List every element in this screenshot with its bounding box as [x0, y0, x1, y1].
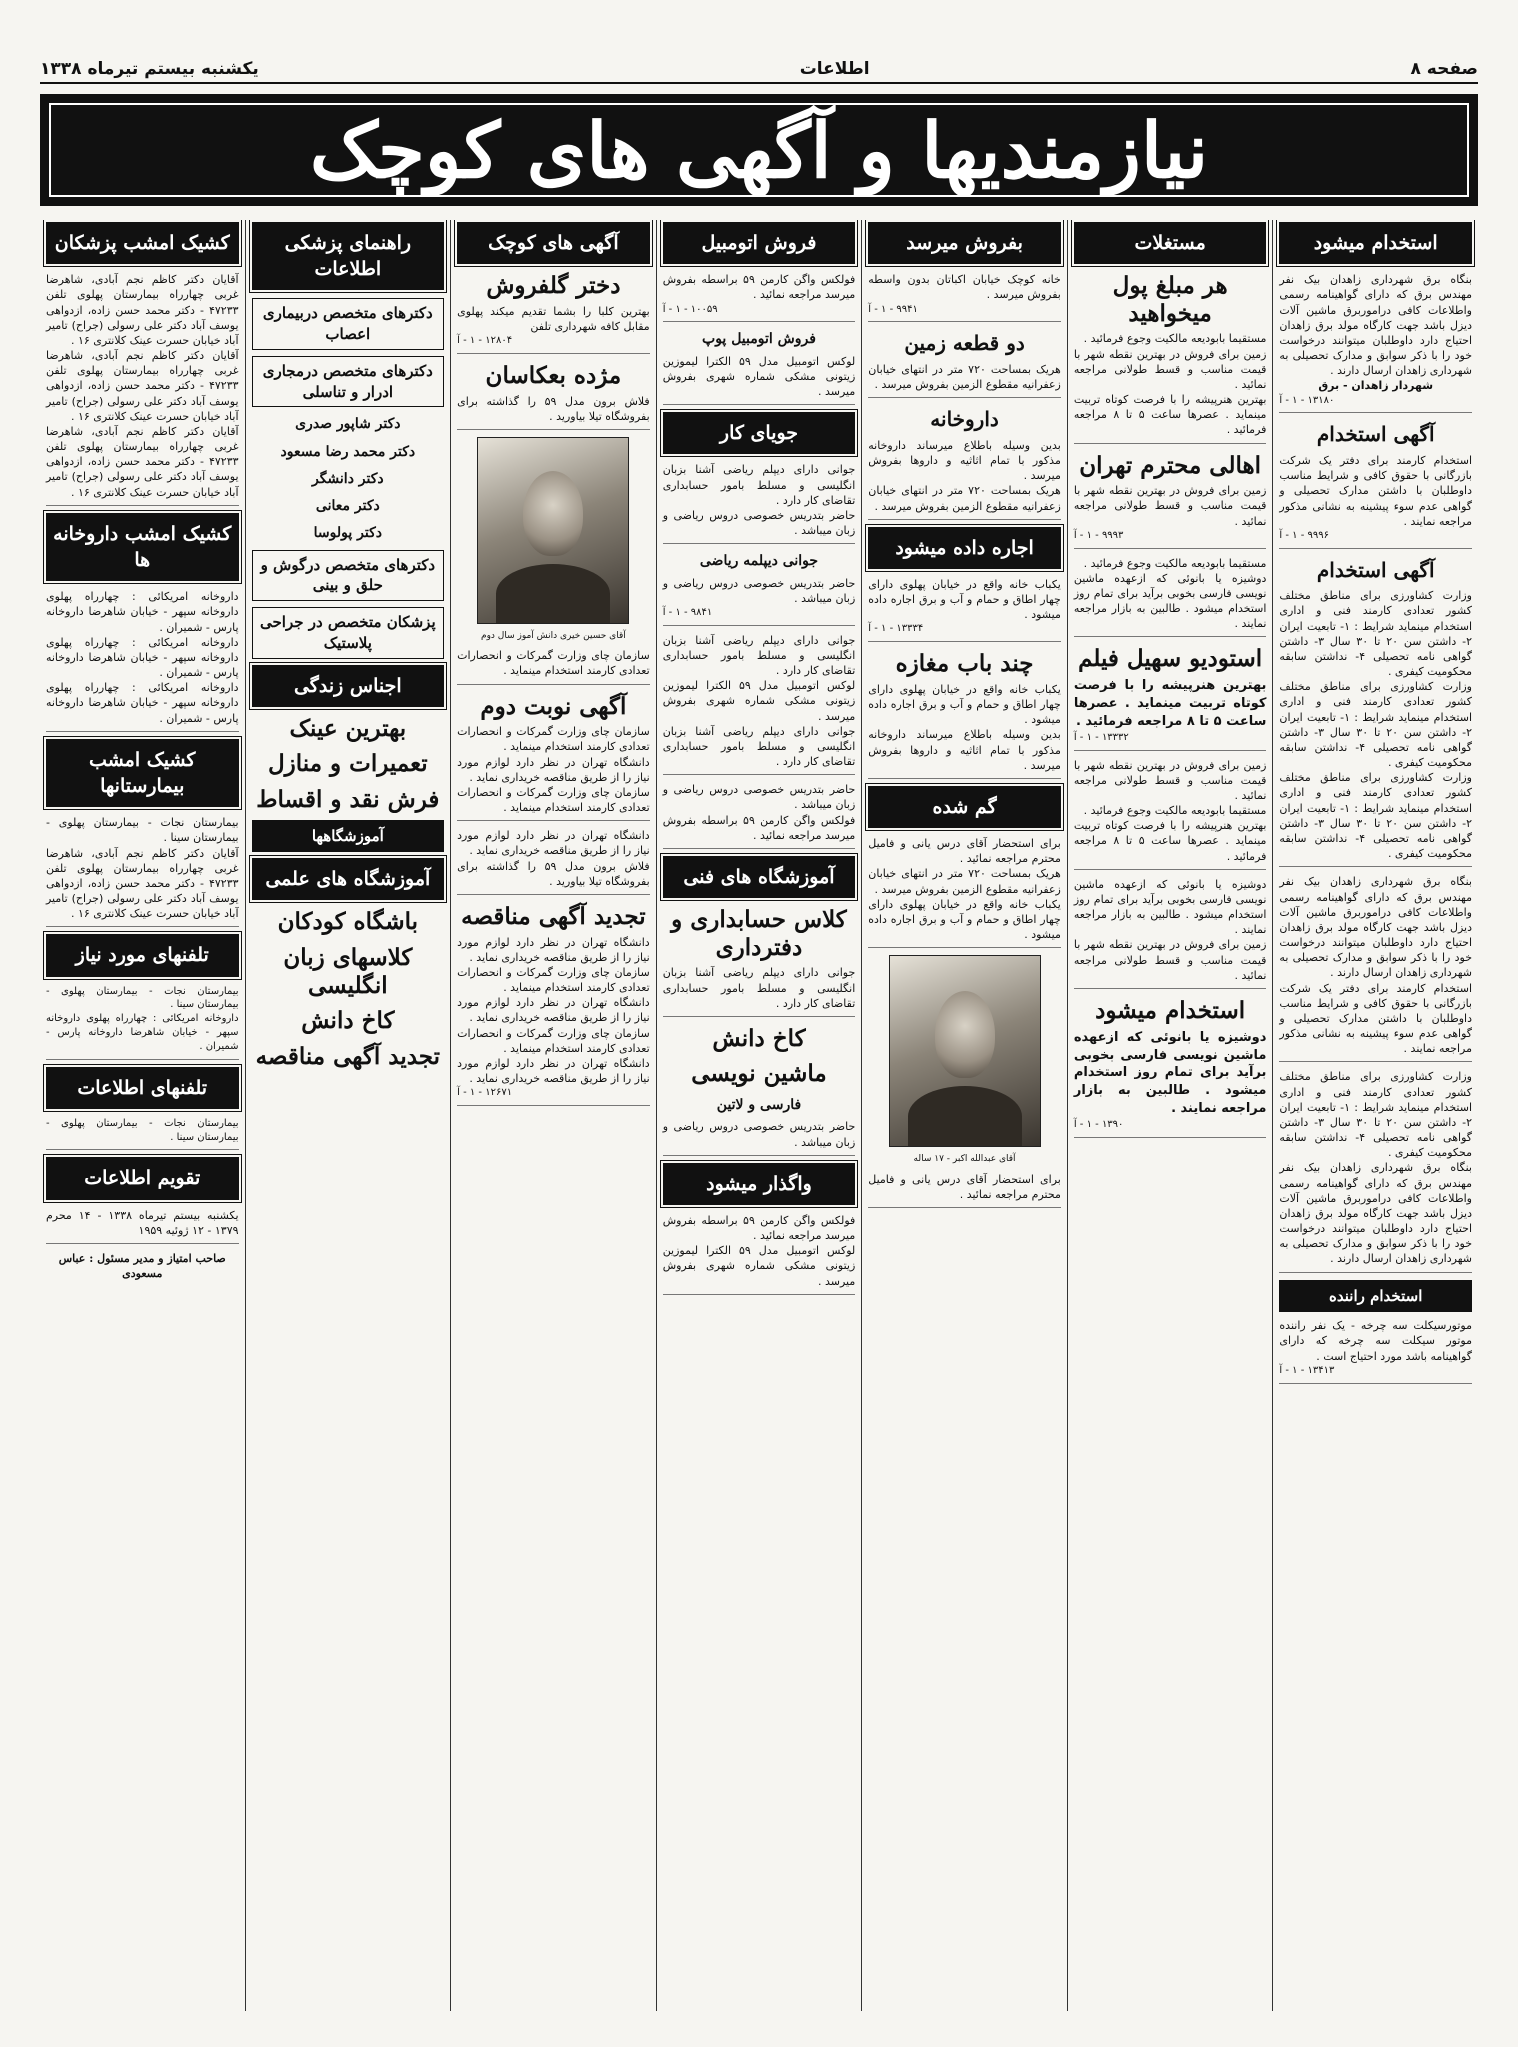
section-header-for-sale: بفروش میرسد [868, 222, 1061, 264]
ad-text: بنگاه برق شهرداری زاهدان بیک نفر مهندس برق که دارای گواهینامه رسمی واطلاعات کافی دراموربرق ماشین آلات دیزل باشد جهت کارگاه مولد برق زاهدان احتیاج دارد داوطلبان میتوانند درخواست خود را با ذکر سوابق و مدارک تحصیلی به شهرداری زاهدان ارسال دارند . [1279, 273, 1472, 378]
portrait-shoulders [496, 564, 610, 623]
classifieds-banner [40, 94, 1478, 206]
section-header-living-goods: اجناس زندگی [252, 665, 445, 707]
ad-item [46, 589, 239, 732]
ad-text: بیمارستان نجات - بیمارستان پهلوی - بیمارستان سینا . [45, 985, 239, 1011]
ad-code: ۹۹۴۱ - ۱ - آ [868, 303, 918, 315]
section-header-medical-guide: راهنمای پزشکی اطلاعات [252, 222, 445, 290]
ad-title: کاخ دانش [301, 1007, 395, 1035]
ad-item [46, 985, 239, 1060]
ad-item [457, 648, 650, 684]
ad-text: مستقیما بابودیعه مالکیت وجوع فرمائید . [1083, 332, 1267, 346]
ad-code: ۱۲۶۷۱ - ۱ - آ [457, 1087, 513, 1099]
section-header-academic-schools: آموزشگاه های علمی [252, 858, 445, 900]
ad-item [1279, 1318, 1472, 1383]
column-for-sale [861, 220, 1067, 2011]
ad-text: دانشگاه تهران در نظر دارد لوازم مورد نیاز را از طریق مناقصه خریداری نماید . [457, 935, 650, 964]
ad-item [457, 935, 650, 1107]
ad-item [46, 272, 239, 506]
column-cars [656, 220, 862, 2011]
ad-title: آگهی استخدام [1316, 422, 1435, 447]
ad-item [46, 1208, 239, 1244]
issue-date: یکشنبه بیستم تیرماه ۱۳۳۸ [40, 59, 259, 79]
ad-text: بهترین کلبا را بشما تقدیم میکند پهلوی مقابل کافه شهرداری تلفن [457, 304, 650, 333]
ad-title: داروخانه [930, 407, 999, 432]
ad-title: ماشین نویسی [691, 1060, 827, 1088]
ad-item [663, 576, 856, 626]
ad-item [868, 1172, 1061, 1208]
ad-text: داروخانه امریکائی : چهارراه پهلوی داروخانه سپهر - خیابان شاهرضا داروخانه پارس - شمیران . [45, 590, 239, 634]
publisher-text: صاحب امتیاز و مدیر مسئول : عباس مسعودی [58, 1252, 226, 1281]
ad-code: ۹۸۴۱ - ۱ - آ [662, 606, 713, 618]
ad-text: آقایان دکتر کاظم نجم آبادی، شاهرضا غربی چهارراه بیمارستان پهلوی تلفن ۴۷۲۳۳ - دکتر محمد حسن زاده، ازدواهی یوسف آباد دکتر علی رسولی (جراح) تامیر آباد خیابان حسرت عینک کلانتری ۱۶ . [45, 846, 239, 921]
ad-title: فارسی و لاتین [716, 1097, 802, 1114]
ad-text: زمین برای فروش در بهترین نقطه شهر با قیمت مناسب و قسط طولانی مراجعه نمائید . [1073, 347, 1267, 391]
ad-code: ۱۳۳۳۴ - ۱ - آ [868, 623, 924, 635]
ad-title: جوانی دیپلمه ریاضی [699, 553, 819, 570]
ad-text: لوکس اتومبیل مدل ۵۹ الکترا لیموزین زیتونی مشکی شماره شهری بفروش میرسد . [662, 1244, 856, 1288]
ad-code: ۹۹۹۳ - ۱ - آ [1073, 529, 1124, 541]
ad-text: دوشیزه یا بانوئی که ازعهده ماشین نویسی فارسی بخوبی برآید برای تمام روز استخدام میشود . طالبین به بازار مراجعه نمایند . [1073, 1029, 1267, 1117]
calendar-text: یکشنبه بیستم تیرماه ۱۳۳۸ - ۱۴ محرم ۱۳۷۹ - ۱۲ ژوئیه ۱۹۵۹ [45, 1208, 239, 1237]
ad-text: دوشیزه یا بانوئی که ازعهده ماشین نویسی فارسی بخوبی برآید برای تمام روز استخدام میشود . طالبین به بازار مراجعه نمایند . [1073, 877, 1267, 937]
ad-item [457, 394, 650, 430]
section-header-job-seekers: جویای کار [663, 412, 856, 454]
section-header-technical-schools: آموزشگاه های فنی [663, 856, 856, 898]
ad-item [1279, 874, 1472, 1062]
ad-item [868, 272, 1061, 322]
top-bar [40, 56, 1478, 84]
ad-item [663, 782, 856, 849]
ad-text: بهترین هنرپیشه را با فرصت کوتاه تربیت مینماید . عصرها ساعت ۵ تا ۸ مراجعه فرمائید . [1073, 677, 1267, 729]
ad-item [663, 1213, 856, 1295]
ad-text: وزارت کشاورزی برای مناطق مختلف کشور تعدادی کارمند فنی و اداری استخدام مینماید شرایط : ۱- تابعیت ایران ۲- داشتن سن ۲۰ تا ۳۰ سال ۳- داشتن گواهی نامه تحصیلی ۴- نداشتن سابقه محکومیت کیفری . [1279, 771, 1473, 861]
ad-text: فولکس واگن کارمن ۵۹ براسطه بفروش میرسد مراجعه نمائید . [662, 273, 856, 302]
section-header-for-rent: اجاره داده میشود [868, 527, 1061, 569]
ad-title: آگهی نوبت دوم [480, 692, 627, 720]
ad-signature: شهردار زاهدان - برق [1318, 379, 1434, 393]
ad-code: ۱۳۹۰ - ۱ - آ [1073, 1119, 1124, 1131]
ad-text: سازمان چای وزارت گمرکات و انحصارات تعدادی کارمند استخدام مینماید . [457, 725, 650, 754]
section-header-employment: استخدام میشود [1279, 222, 1472, 264]
section-header-ettelaat-phones: تلفنهای اطلاعات [46, 1067, 239, 1109]
ad-item [1074, 483, 1267, 548]
ad-title: تجدید آگهی مناقصه [461, 902, 646, 930]
ad-text: برای استحضار آقای درس یانی و فامیل محترم مراجعه نمائید . [868, 1172, 1061, 1201]
column-medical-guide [245, 220, 451, 2011]
ad-item [868, 836, 1061, 948]
ad-text: یکباب خانه واقع در خیابان پهلوی دارای چهار اطاق و حمام و آب و برق اجاره داده میشود . [868, 682, 1061, 727]
section-header-on-call-doctors: کشیک امشب پزشکان [46, 222, 239, 264]
ad-text: دانشگاه تهران در نظر دارد لوازم مورد نیاز را از طریق مناقصه خریداری نماید . [457, 755, 650, 784]
ad-text: بدین وسیله باطلاع میرساند داروخانه مذکور با تمام اثاثیه و داروها بفروش میرسد . [868, 438, 1061, 483]
section-header-on-call-hospitals: کشیک امشب بیمارستانها [46, 739, 239, 807]
ad-item [1279, 588, 1472, 867]
column-real-estate [1067, 220, 1273, 2011]
ad-title: دکتر پولوسا [313, 525, 382, 542]
ad-text: حاضر بتدریس خصوصی دروس ریاضی و زبان میباشد . [662, 576, 856, 605]
ad-text: یکباب خانه واقع در خیابان پهلوی دارای چهار اطاق و حمام و آب و برق اجاره داده میشود . [868, 577, 1061, 622]
ad-title-strip: استخدام راننده [1279, 1280, 1472, 1313]
ad-code: ۱۳۳۳۲ - ۱ - آ [1073, 731, 1129, 743]
ad-item [868, 438, 1061, 520]
ad-text: بهترین هنرپیشه را با فرصت کوتاه تربیت مینماید . عصرها ساعت ۵ تا ۸ مراجعه فرمائید . [1073, 819, 1267, 863]
ad-title: باشگاه کودکان [277, 908, 418, 936]
ad-text: جوانی دارای دیپلم ریاضی آشنا بزبان انگلیسی و مسلط بامور حسابداری تقاضای کار دارد . [662, 966, 856, 1010]
paper-name: اطلاعات [799, 59, 870, 79]
section-header-useful-phones: تلفنهای مورد نیاز [46, 934, 239, 976]
ad-text: هریک بمساحت ۷۲۰ متر در انتهای خیابان زعفرانیه مقطوع الزمین بفروش میرسد . [868, 867, 1061, 896]
ad-title: آگهی استخدام [1316, 557, 1435, 582]
ad-text: استخدام کارمند برای دفتر یک شرکت بازرگانی با حقوق کافی و شرایط مناسب داوطلبان با داشتن مدارک تحصیلی و گواهی عدم سوء پیشینه به نشانی مذکور مراجعه نمایند . [1279, 981, 1472, 1056]
section-header-calendar: تقویم اطلاعات [46, 1157, 239, 1199]
column-employment [1272, 220, 1478, 2011]
ad-item [663, 272, 856, 322]
portrait-photo [477, 437, 629, 624]
ad-text: لوکس اتومبیل مدل ۵۹ الکترا لیموزین زیتونی مشکی شماره شهری بفروش میرسد . [662, 679, 856, 723]
ad-item [1279, 272, 1472, 413]
ad-text: هریک بمساحت ۷۲۰ متر در انتهای خیابان زعفرانیه مقطوع الزمین بفروش میرسد . [868, 484, 1061, 513]
ad-text: مستقیما بابودیعه مالکیت وجوع فرمائید . [1083, 556, 1267, 570]
ad-text: دانشگاه تهران در نظر دارد لوازم مورد نیاز را از طریق مناقصه خریداری نماید . [457, 829, 650, 858]
ad-text: استخدام کارمند برای دفتر یک شرکت بازرگانی با حقوق کافی و شرایط مناسب داوطلبان با داشتن مدارک تحصیلی و گواهی عدم سوء پیشینه به نشانی مذکور مراجعه نمایند . [1279, 453, 1472, 528]
ad-text: وزارت کشاورزی برای مناطق مختلف کشور تعدادی کارمند فنی و اداری استخدام مینماید شرایط : ۱- تابعیت ایران ۲- داشتن سن ۲۰ تا ۳۰ سال ۳- داشتن گواهی نامه تحصیلی ۴- نداشتن سابقه محکومیت کیفری . [1279, 589, 1473, 679]
ad-text: مستقیما بابودیعه مالکیت وجوع فرمائید . [1083, 804, 1267, 818]
column-small-ads [450, 220, 656, 2011]
ad-code: ۱۲۸۰۴ - ۱ - آ [457, 335, 513, 347]
portrait-face [523, 471, 583, 556]
ad-text: آقایان دکتر کاظم نجم آبادی، شاهرضا غربی چهارراه بیمارستان پهلوی تلفن ۴۷۲۳۳ - دکتر محمد حسن زاده، ازدواهی یوسف آباد دکتر علی رسولی (جراح) تامیر آباد خیابان حسرت عینک کلانتری ۱۶ . [45, 273, 239, 347]
ad-text: زمین برای فروش در بهترین نقطه شهر با قیمت مناسب و قسط طولانی مراجعه نمائید . [1073, 484, 1267, 528]
ad-text: بنگاه برق شهرداری زاهدان بیک نفر مهندس برق که دارای گواهینامه رسمی واطلاعات کافی دراموربرق ماشین آلات دیزل باشد جهت کارگاه مولد برق زاهدان احتیاج دارد داوطلبان میتوانند درخواست خود را با ذکر سوابق و مدارک تحصیلی به شهرداری زاهدان ارسال دارند . [1279, 875, 1472, 980]
column-on-call [40, 220, 245, 2011]
ad-title: دختر گلفروش [486, 272, 621, 300]
ad-text: یکباب خانه واقع در خیابان پهلوی دارای چهار اطاق و حمام و آب و برق اجاره داده میشود . [868, 897, 1061, 942]
ad-title: استخدام میشود [1095, 996, 1246, 1024]
ad-text: بهترین هنرپیشه را با فرصت کوتاه تربیت مینماید . عصرها ساعت ۵ تا ۸ مراجعه فرمائید . [1073, 393, 1267, 437]
publisher-line [46, 1251, 239, 1286]
ad-title: دکتر معانی [315, 498, 380, 515]
ad-item [46, 1117, 239, 1151]
ad-title: کلاس حسابداری و دفترداری [671, 906, 847, 961]
section-header-lost: گم شده [868, 786, 1061, 828]
ad-text: حاضر بتدریس خصوصی دروس ریاضی و زبان میباشد . [662, 783, 856, 812]
ad-title: دکتر شاپور صدری [295, 416, 401, 433]
ad-item [1074, 677, 1267, 751]
ad-text: لوکس اتومبیل مدل ۵۹ الکترا لیموزین زیتونی مشکی شماره شهری بفروش میرسد . [662, 354, 856, 399]
ad-title: کاخ دانش [712, 1024, 806, 1052]
ad-text: بدین وسیله باطلاع میرساند داروخانه مذکور با تمام اثاثیه و داروها بفروش میرسد . [868, 728, 1061, 772]
ad-title: استودیو سهیل فیلم [1078, 645, 1263, 673]
ad-title: دو قطعه زمین [904, 331, 1025, 356]
banner-title: نیازمندیها و آگهی های کوچک [309, 105, 1209, 195]
ad-title: بهترین عینک [289, 714, 407, 742]
page-number: صفحه ۸ [1410, 59, 1478, 79]
ad-text: هریک بمساحت ۷۲۰ متر در انتهای خیابان زعفرانیه مقطوع الزمین بفروش میرسد . [868, 362, 1061, 392]
portrait-face [935, 991, 995, 1078]
portrait-shoulders [908, 1086, 1022, 1147]
photo-caption: آقای حسین خیری دانش آموز سال دوم [481, 630, 626, 641]
ad-text: سازمان چای وزارت گمرکات و انحصارات تعدادی کارمند استخدام مینماید . [457, 649, 650, 678]
ad-text: بیمارستان نجات - بیمارستان پهلوی - بیمارستان سینا . [45, 816, 239, 845]
ad-title: هر مبلغ پول میخواهید [1112, 272, 1228, 327]
ad-item [868, 362, 1061, 398]
ad-text: زمین برای فروش در بهترین نقطه شهر با قیمت مناسب و قسط طولانی مراجعه نمائید . [1073, 758, 1267, 802]
ad-text: سازمان چای وزارت گمرکات و انحصارات تعدادی کارمند استخدام مینماید . [457, 1026, 650, 1055]
ad-item [457, 304, 650, 354]
ad-text: جوانی دارای دیپلم ریاضی آشنا بزبان انگلیسی و مسلط بامور حسابداری تقاضای کار دارد . [662, 633, 856, 678]
ad-text: فولکس واگن کارمن ۵۹ براسطه بفروش میرسد مراجعه نمائید . [662, 813, 856, 842]
ad-text: آقایان دکتر کاظم نجم آبادی، شاهرضا غربی چهارراه بیمارستان پهلوی تلفن ۴۷۲۳۳ - دکتر محمد حسن زاده، ازدواهی یوسف آباد دکتر علی رسولی (جراح) تامیر آباد خیابان حسرت عینک کلانتری ۱۶ . [45, 424, 239, 499]
ad-item [1279, 453, 1472, 549]
ad-code: ۱۳۴۱۳ - ۱ - آ [1279, 1364, 1335, 1376]
ad-text: خانه کوچک خیابان اکباتان بدون واسطه بفروش میرسد . [868, 273, 1061, 302]
ad-title: تعمیرات و منازل [267, 750, 428, 778]
ad-title: دکتر محمد رضا مسعود [280, 443, 416, 460]
ad-item [663, 354, 856, 406]
ad-text: حاضر بتدریس خصوصی دروس ریاضی و زبان میباشد . [662, 508, 856, 538]
ad-text: دانشگاه تهران در نظر دارد لوازم مورد نیاز را از طریق مناقصه خریداری نماید . [457, 996, 650, 1025]
ad-title: دکتر دانشگر [311, 470, 384, 487]
ad-item [663, 462, 856, 544]
ad-item [663, 965, 856, 1017]
ad-title: چند باب مغازه [895, 650, 1034, 678]
photo-caption: آقای عبدالله اکبر - ۱۷ ساله [913, 1154, 1016, 1165]
ad-item [868, 682, 1061, 779]
ad-text: داروخانه امریکائی : چهارراه پهلوی داروخانه سپهر - خیابان شاهرضا داروخانه پارس - شمیران . [45, 681, 239, 725]
ad-title-strip: آموزشگاهها [252, 820, 445, 853]
ad-text: وزارت کشاورزی برای مناطق مختلف کشور تعدادی کارمند فنی و اداری استخدام مینماید شرایط : ۱- تابعیت ایران ۲- داشتن سن ۲۰ تا ۳۰ سال ۳- داشتن گواهی نامه تحصیلی ۴- نداشتن سابقه محکومیت کیفری . [1279, 1070, 1473, 1160]
ad-text: جوانی دارای دیپلم ریاضی آشنا بزبان انگلیسی و مسلط بامور حسابداری تقاضای کار دارد . [662, 463, 856, 507]
ad-code: ۱۳۱۸۰ - ۱ - آ [1279, 394, 1335, 406]
ad-title-box: دکترهای متخصص دربیماری اعصاب [252, 298, 445, 349]
ad-item [663, 633, 856, 776]
ad-text: سازمان چای وزارت گمرکات و انحصارات تعدادی کارمند استخدام مینماید . [457, 965, 650, 995]
section-header-cars: فروش اتومبیل [663, 222, 856, 264]
ad-text: وزارت کشاورزی برای مناطق مختلف کشور تعدادی کارمند فنی و اداری استخدام مینماید شرایط : ۱- تابعیت ایران ۲- داشتن سن ۲۰ تا ۳۰ سال ۳- داشتن گواهی نامه تحصیلی ۴- نداشتن سابقه محکومیت کیفری . [1279, 680, 1473, 770]
ad-code: ۹۹۹۶ - ۱ - آ [1279, 529, 1329, 541]
ad-item [663, 1119, 856, 1155]
ad-item [457, 828, 650, 895]
section-header-small-ads: آگهی های کوچک [457, 222, 650, 264]
portrait-photo [889, 955, 1041, 1147]
ad-text: داروخانه امریکائی : چهارراه پهلوی داروخانه سپهر - خیابان شاهرضا داروخانه پارس - شمیران . [45, 1013, 239, 1052]
ad-item [46, 815, 239, 927]
ad-title: فروش اتومبیل پوپ [702, 331, 816, 348]
ad-item [1074, 877, 1267, 989]
ad-text: فلاش برون مدل ۵۹ را گذاشته برای بفروشگاه تیلا بیاورید . [457, 859, 650, 888]
ad-text: برای استحضار آقای درس یانی و فامیل محترم مراجعه نمائید . [868, 837, 1061, 866]
ad-title-box: پزشکان متخصص در جراحی پلاستیک [252, 607, 445, 658]
ad-text: زمین برای فروش در بهترین نقطه شهر با قیمت مناسب و قسط طولانی مراجعه نمائید . [1073, 938, 1267, 982]
ad-item [457, 724, 650, 821]
ad-title: اهالی محترم تهران [1079, 451, 1261, 479]
ad-title-box: دکترهای متخصص درمجاری ادرار و تناسلی [252, 356, 445, 407]
ad-text: بنگاه برق شهرداری زاهدان بیک نفر مهندس برق که دارای گواهینامه رسمی واطلاعات کافی دراموربرق ماشین آلات دیزل باشد جهت کارگاه مولد برق زاهدان احتیاج دارد داوطلبان میتوانند درخواست خود را با ذکر سوابق و مدارک تحصیلی به شهرداری زاهدان ارسال دارند . [1279, 1161, 1472, 1266]
section-header-transfer: واگذار میشود [663, 1163, 856, 1205]
ad-text: فلاش برون مدل ۵۹ را گذاشته برای بفروشگاه تیلا بیاورید . [457, 394, 650, 423]
ad-title: کلاسهای زبان انگلیسی [283, 944, 413, 999]
ad-title-box: دکترهای متخصص درگوش و حلق و بینی [252, 550, 445, 601]
ad-item [1074, 758, 1267, 870]
ad-item [1074, 556, 1267, 638]
ad-text: موتورسیکلت سه چرخه - یک نفر راننده موتور سیکلت سه چرخه که دارای گواهینامه باشد مورد احتیاج است . [1279, 1319, 1472, 1363]
ad-text: فولکس واگن کارمن ۵۹ براسطه بفروش میرسد مراجعه نمائید . [662, 1213, 856, 1243]
section-header-real-estate: مستغلات [1074, 222, 1267, 264]
section-header-on-call-pharmacies: کشیک امشب داروخانه ها [46, 513, 239, 581]
ad-item [1074, 331, 1267, 443]
ad-item [1279, 1069, 1472, 1272]
ad-text: دانشگاه تهران در نظر دارد لوازم مورد نیاز را از طریق مناقصه خریداری نماید . [457, 1056, 650, 1086]
ad-title: فرش نقد و اقساط [256, 785, 440, 813]
ad-text: دوشیزه یا بانوئی که ازعهده ماشین نویسی فارسی بخوبی برآید برای تمام روز استخدام میشود . طالبین به بازار مراجعه نمایند . [1073, 571, 1267, 631]
ad-item [868, 577, 1061, 642]
ad-text: جوانی دارای دیپلم ریاضی آشنا بزبان انگلیسی و مسلط بامور حسابداری تقاضای کار دارد . [662, 724, 856, 769]
ad-code: ۱۰۰۵۹ - ۱ - آ [662, 303, 718, 315]
ad-title: مژده بعکاسان [485, 361, 622, 389]
ad-item [1074, 1029, 1267, 1138]
ad-text: داروخانه امریکائی : چهارراه پهلوی داروخانه سپهر - خیابان شاهرضا داروخانه پارس - شمیران . [45, 635, 239, 680]
columns [40, 220, 1478, 2011]
ad-text: آقایان دکتر کاظم نجم آبادی، شاهرضا غربی چهارراه بیمارستان پهلوی تلفن ۴۷۲۳۳ - دکتر محمد حسن زاده، ازدواهی یوسف آباد دکتر علی رسولی (جراح) تامیر آباد خیابان حسرت عینک کلانتری ۱۶ . [45, 349, 239, 423]
ad-text: حاضر بتدریس خصوصی دروس ریاضی و زبان میباشد . [662, 1120, 856, 1149]
ad-title: تجدید آگهی مناقصه [255, 1042, 441, 1070]
ad-text: بیمارستان نجات - بیمارستان پهلوی - بیمارستان سینا . [45, 1117, 239, 1143]
ad-text: سازمان چای وزارت گمرکات و انحصارات تعدادی کارمند استخدام مینماید . [457, 785, 650, 815]
